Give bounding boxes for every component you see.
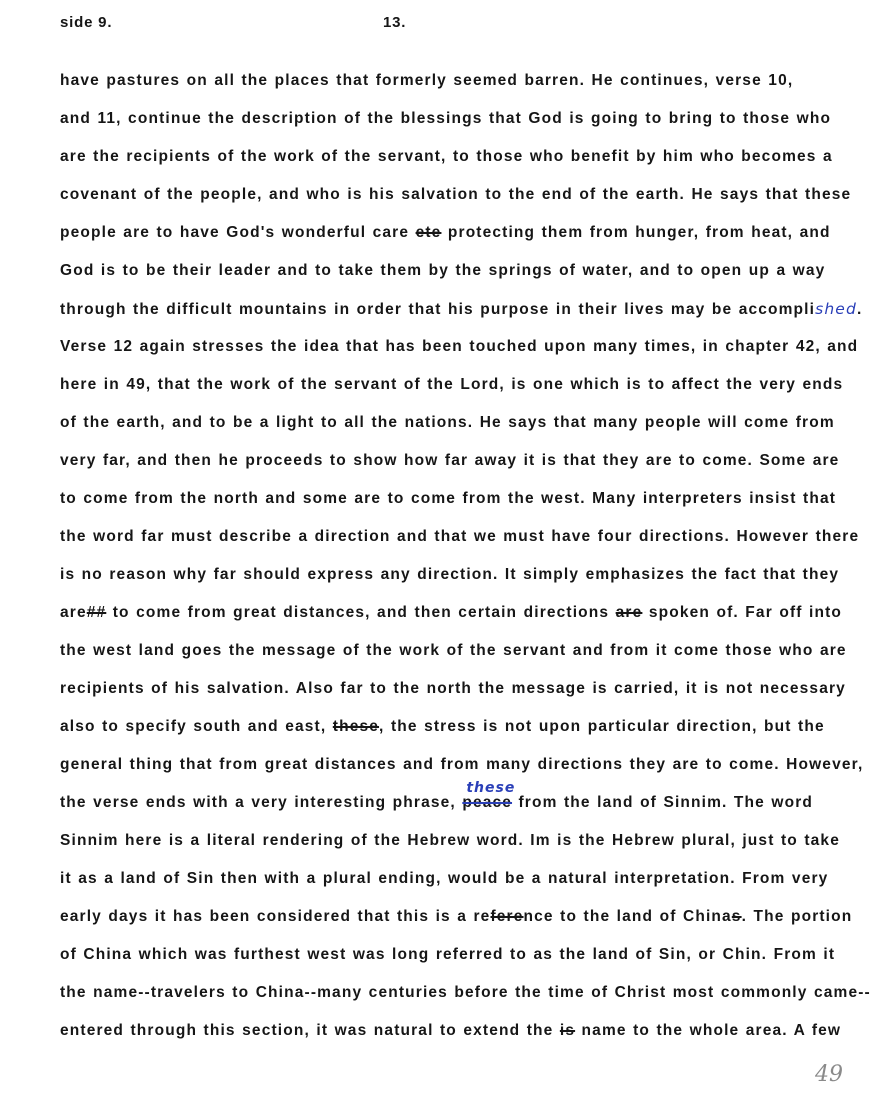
text-segment: are the recipients of the work of the servant, to those who benefit by him who becomes a xyxy=(60,148,833,165)
text-line xyxy=(60,451,839,471)
text-line xyxy=(60,109,831,129)
text-segment: also to specify south and east, xyxy=(60,718,333,735)
text-line xyxy=(60,945,835,965)
text-line xyxy=(60,641,847,661)
struck-text: these xyxy=(332,718,380,735)
text-line xyxy=(60,983,871,1003)
text-line xyxy=(60,489,836,509)
text-line xyxy=(60,147,833,167)
text-segment: of China which was furthest west was long referred to as the land of Sin, or Chin. From it xyxy=(60,946,836,963)
text-segment: here in 49, that the work of the servant of the Lord, is one which is to affect the very ends xyxy=(60,376,844,393)
text-line xyxy=(60,603,842,623)
text-line xyxy=(60,375,843,395)
text-segment: Sinnim here is a literal rendering of the Hebrew word. Im is the Hebrew plural, just to take xyxy=(60,832,840,849)
text-segment: . xyxy=(856,301,863,318)
text-line xyxy=(60,185,851,205)
text-segment: , the stress is not upon particular direction, but the xyxy=(379,718,825,735)
text-segment: are xyxy=(60,604,87,621)
text-segment: name to the whole area. A few xyxy=(575,1022,842,1039)
struck-text: ete xyxy=(415,224,442,241)
text-segment: the verse ends with a very interesting phrase, xyxy=(60,794,463,811)
text-segment: entered through this section, it was natural to extend the xyxy=(60,1022,560,1039)
text-segment: spoken of. Far off into xyxy=(642,604,843,621)
text-line xyxy=(60,413,835,433)
handwritten-correction: these xyxy=(466,780,516,796)
text-segment: through the difficult mountains in order that his purpose in their lives may be accompli xyxy=(60,301,816,318)
struck-text: s xyxy=(731,908,742,925)
text-segment: the name--travelers to China--many centuries before the time of Christ most commonly came-- xyxy=(60,984,871,1001)
text-line xyxy=(60,869,828,889)
text-segment: to come from the north and some are to come from the west. Many interpreters insist that xyxy=(60,490,837,507)
text-line xyxy=(60,527,859,547)
text-line xyxy=(60,1021,841,1041)
text-segment: from the land of Sinnim. The word xyxy=(512,794,814,811)
correction-wrapper xyxy=(462,780,516,811)
text-line xyxy=(60,261,825,281)
text-segment: it as a land of Sin then with a plural ending, would be a natural interpretation. From very xyxy=(60,870,829,887)
text-segment: God is to be their leader and to take them by the springs of water, and to open up a way xyxy=(60,262,826,279)
text-line xyxy=(60,717,825,737)
text-line xyxy=(60,299,862,320)
text-segment: Verse 12 again stresses the idea that has been touched upon many times, in chapter 42, and xyxy=(60,338,859,355)
struck-text: peace xyxy=(462,794,513,811)
handwritten-folio-number: 49 xyxy=(815,1062,843,1087)
text-segment: protecting them from hunger, from heat, and xyxy=(441,224,831,241)
handwritten-text: shed xyxy=(815,300,857,318)
page-number: 13. xyxy=(383,14,407,31)
text-segment: recipients of his salvation. Also far to the north the message is carried, it is not necessary xyxy=(60,680,846,697)
text-segment: the word far must describe a direction and that we must have four directions. However there xyxy=(60,528,860,545)
text-line xyxy=(60,831,840,851)
text-segment: covenant of the people, and who is his salvation to the end of the earth. He says that these xyxy=(60,186,852,203)
struck-text: ## xyxy=(86,604,107,621)
text-segment: and 11, continue the description of the blessings that God is going to bring to those who xyxy=(60,110,832,127)
text-segment: . The portion xyxy=(741,908,853,925)
struck-text: is xyxy=(559,1022,576,1039)
text-line xyxy=(60,565,839,585)
text-line xyxy=(60,71,793,91)
text-segment: have pastures on all the places that formerly seemed barren. He continues, verse 10, xyxy=(60,72,794,89)
text-segment: the west land goes the message of the work of the servant and from it come those who are xyxy=(60,642,847,659)
text-segment: general thing that from great distances and from many directions they are to come. However, xyxy=(60,756,864,773)
text-line xyxy=(60,907,852,927)
text-line xyxy=(60,755,863,775)
header-section-label: side 9. xyxy=(60,14,113,31)
text-segment: to come from great distances, and then certain directions xyxy=(106,604,616,621)
text-segment: is no reason why far should express any direction. It simply emphasizes the fact that they xyxy=(60,566,840,583)
text-segment: very far, and then he proceeds to show how far away it is that they are to come. Some are xyxy=(60,452,840,469)
text-segment: people are to have God's wonderful care xyxy=(60,224,416,241)
text-line xyxy=(60,337,858,357)
text-segment: nce to the land of China xyxy=(523,908,732,925)
text-segment: early days it has been considered that this is a re xyxy=(60,908,491,925)
text-line xyxy=(60,679,846,699)
text-line xyxy=(60,780,814,813)
struck-text: are xyxy=(615,604,643,621)
text-line xyxy=(60,223,831,243)
text-segment: of the earth, and to be a light to all the nations. He says that many people will come from xyxy=(60,414,835,431)
struck-text: fere xyxy=(490,908,524,925)
